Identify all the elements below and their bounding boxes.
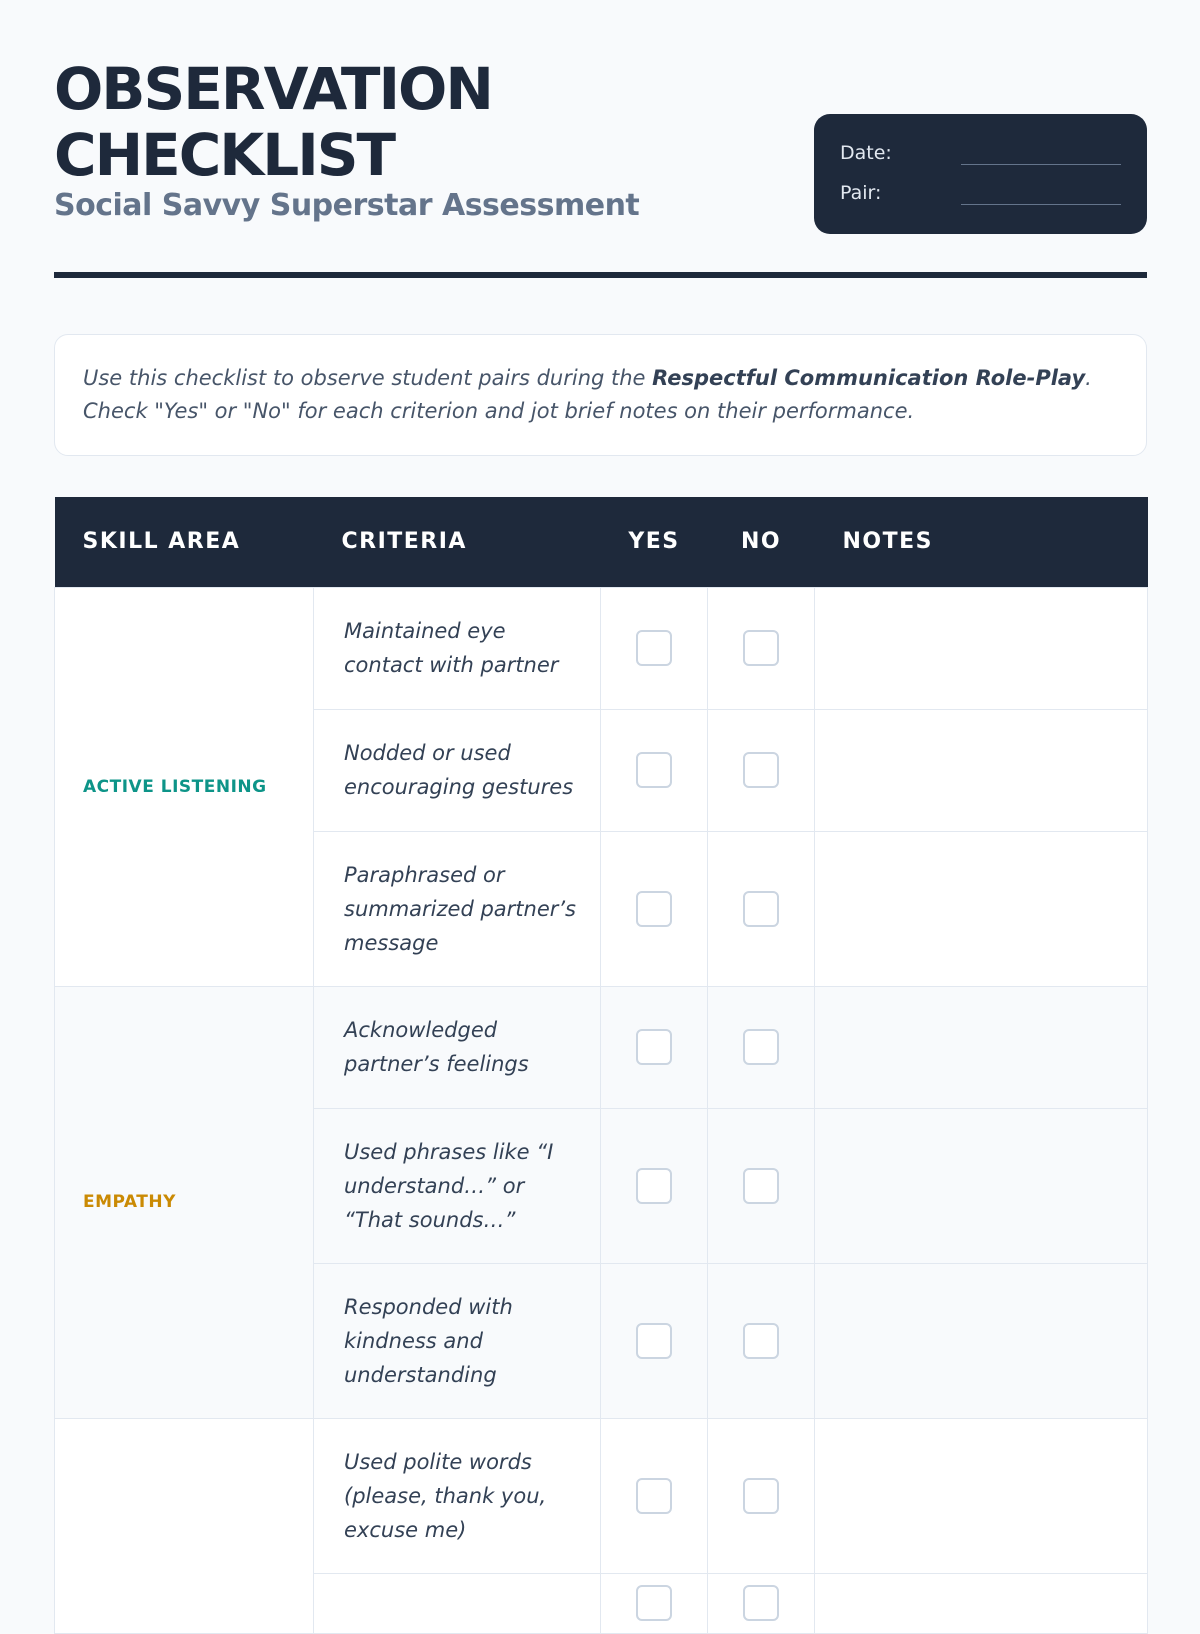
instructions-activity: Respectful Communication Role-Play (652, 366, 1086, 390)
header-notes: NOTES (815, 497, 1148, 587)
criteria-cell (314, 1573, 601, 1633)
criteria-cell: Used polite words (please, thank you, excuse me) (314, 1418, 601, 1573)
notes-cell[interactable] (815, 587, 1148, 709)
table-row (55, 986, 1148, 1108)
checklist-body (55, 587, 1148, 1633)
yes-checkbox[interactable] (636, 752, 672, 788)
table-row (55, 587, 1148, 709)
no-checkbox[interactable] (743, 1585, 779, 1621)
header-no: NO (708, 497, 815, 587)
yes-checkbox[interactable] (636, 1323, 672, 1359)
criteria-cell: Acknowledged partner’s feelings (314, 986, 601, 1108)
yes-checkbox[interactable] (636, 1029, 672, 1065)
no-cell (708, 1418, 815, 1573)
yes-cell (601, 986, 708, 1108)
header-yes: YES (601, 497, 708, 587)
date-field[interactable] (961, 164, 1121, 165)
header-skill-area: SKILL AREA (55, 497, 314, 587)
yes-checkbox[interactable] (636, 1585, 672, 1621)
notes-cell[interactable] (815, 709, 1148, 831)
notes-cell[interactable] (815, 1108, 1148, 1263)
title-line-2: CHECKLIST (54, 121, 395, 189)
yes-cell (601, 1108, 708, 1263)
yes-cell (601, 709, 708, 831)
pair-label: Pair: (840, 182, 882, 204)
yes-cell (601, 1418, 708, 1573)
notes-cell[interactable] (815, 831, 1148, 986)
no-checkbox[interactable] (743, 630, 779, 666)
no-checkbox[interactable] (743, 1029, 779, 1065)
date-row (840, 138, 1121, 178)
skill-area-cell (55, 1418, 314, 1633)
pair-row (840, 178, 1121, 218)
no-checkbox[interactable] (743, 1323, 779, 1359)
title-line-1: OBSERVATION (54, 55, 492, 123)
no-cell (708, 831, 815, 986)
header-criteria: CRITERIA (314, 497, 601, 587)
yes-checkbox[interactable] (636, 1168, 672, 1204)
date-label: Date: (840, 142, 892, 164)
no-checkbox[interactable] (743, 1168, 779, 1204)
criteria-cell: Used phrases like “I understand…” or “That sounds…” (314, 1108, 601, 1263)
no-checkbox[interactable] (743, 752, 779, 788)
criteria-cell: Responded with kindness and understanding (314, 1263, 601, 1418)
no-cell (708, 1573, 815, 1633)
yes-cell (601, 1573, 708, 1633)
yes-cell (601, 587, 708, 709)
table-row (55, 1418, 1148, 1573)
table-header-row (55, 497, 1148, 587)
observation-checklist-page (54, 0, 1147, 1542)
no-checkbox[interactable] (743, 891, 779, 927)
yes-checkbox[interactable] (636, 630, 672, 666)
header-divider (54, 272, 1147, 278)
header (54, 0, 1147, 282)
notes-cell[interactable] (815, 1573, 1148, 1633)
instructions-text-after: . Check "Yes" or "No" for each criterion and jot brief notes on their performance. (83, 366, 1092, 423)
criteria-cell: Nodded or used encouraging gestures (314, 709, 601, 831)
instructions-box (54, 334, 1147, 456)
no-cell (708, 1263, 815, 1418)
page-subtitle: Social Savvy Superstar Assessment (54, 188, 640, 223)
yes-cell (601, 1263, 708, 1418)
skill-area-cell: EMPATHY (55, 986, 314, 1418)
yes-checkbox[interactable] (636, 891, 672, 927)
skill-area-cell: ACTIVE LISTENING (55, 587, 314, 986)
criteria-cell: Maintained eye contact with partner (314, 587, 601, 709)
notes-cell[interactable] (815, 1263, 1148, 1418)
checklist-table (54, 497, 1148, 1634)
criteria-cell: Paraphrased or summarized partner’s message (314, 831, 601, 986)
no-cell (708, 709, 815, 831)
notes-cell[interactable] (815, 1418, 1148, 1573)
pair-field[interactable] (961, 204, 1121, 205)
no-checkbox[interactable] (743, 1478, 779, 1514)
no-cell (708, 986, 815, 1108)
yes-cell (601, 831, 708, 986)
date-pair-box (814, 114, 1147, 234)
instructions-text-before: Use this checklist to observe student pairs during the (83, 366, 653, 390)
yes-checkbox[interactable] (636, 1478, 672, 1514)
page-title (54, 56, 492, 188)
no-cell (708, 587, 815, 709)
no-cell (708, 1108, 815, 1263)
notes-cell[interactable] (815, 986, 1148, 1108)
